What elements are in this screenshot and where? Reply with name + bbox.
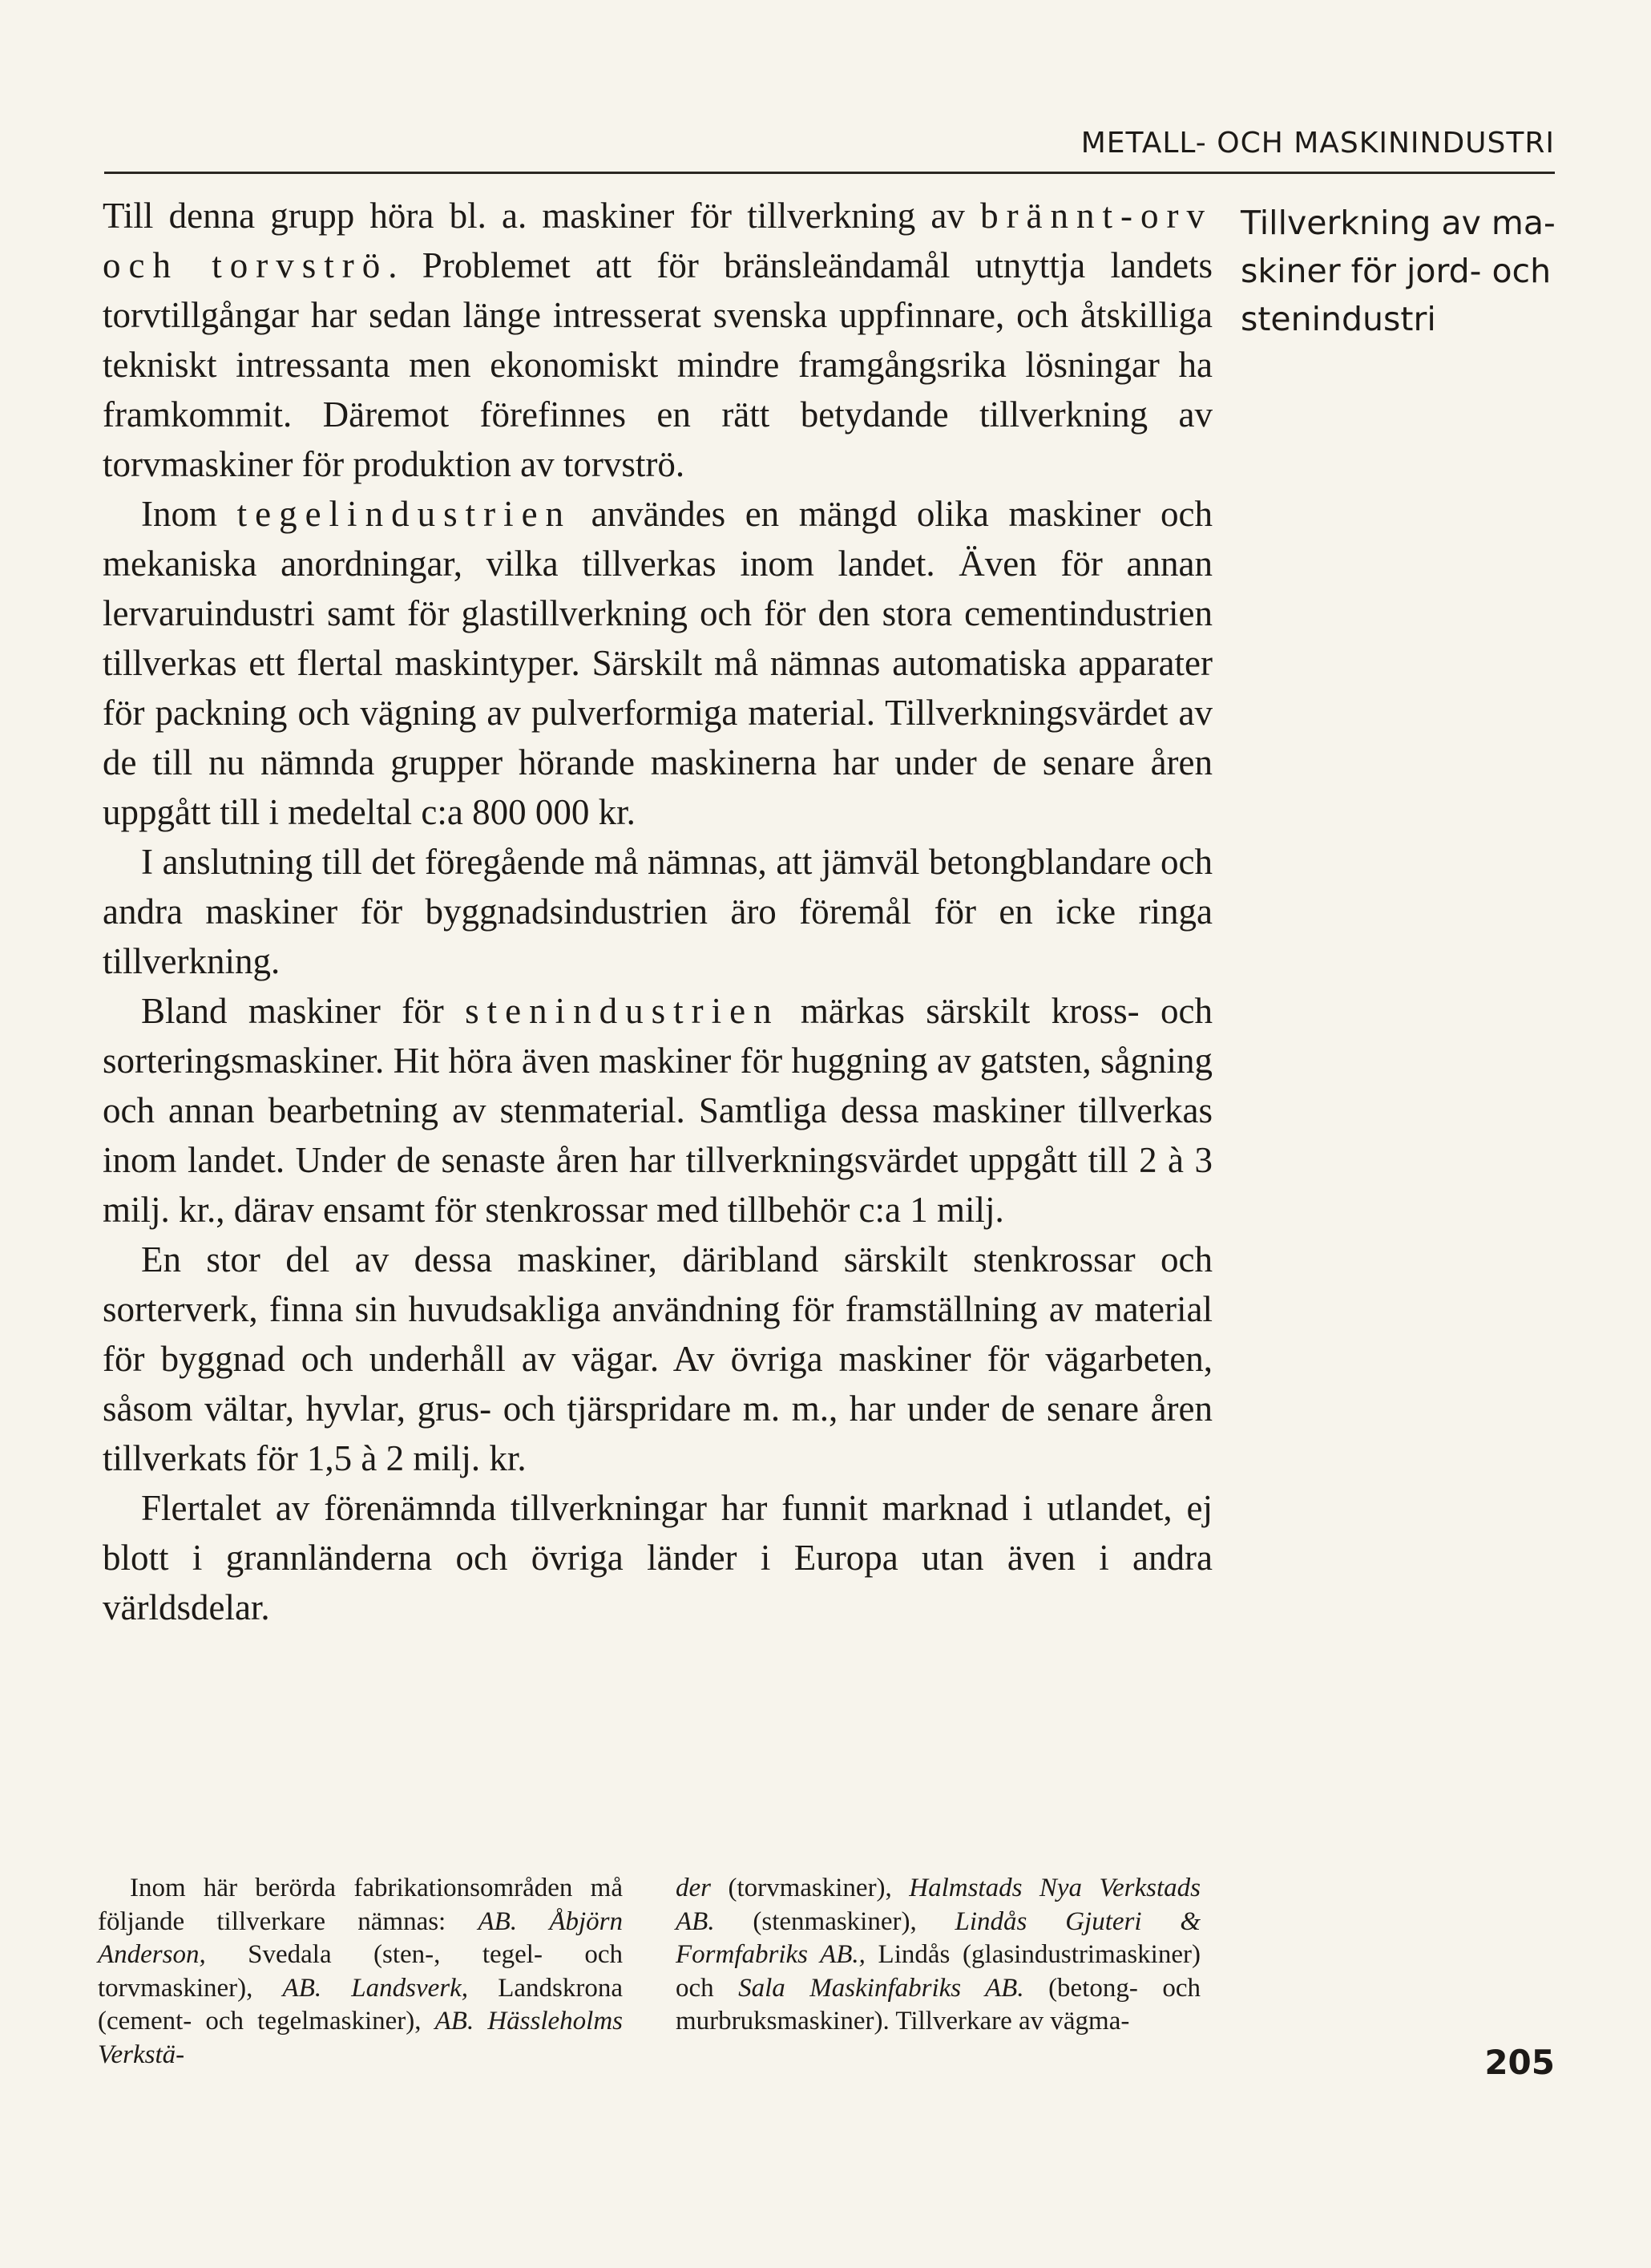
paragraph-1: Till denna grupp höra bl. a. maskiner för tillverkning av brännt-orv och torvströ. Problemet att för bränsleändamål utnyttja landets torvtillgångar har sedan länge intresserat svenska uppfinnare, och åtskilliga tekniskt intressanta men ekonomiskt mindre framgångsrika lösningar ha framkommit. Däremot förefinnes en rätt betydande tillverkning av torvmaskiner för produktion av torvströ. xyxy=(103,196,1213,484)
paragraph-6: Flertalet av förenämnda tillverkningar har funnit marknad i utlandet, ej blott i grannländerna och övriga länder i Europa utan även i andra världsdelar. xyxy=(103,1488,1213,1627)
main-text xyxy=(103,191,1213,1632)
page-number: 205 xyxy=(1484,2043,1555,2082)
footnote-right-column: der (torvmaskiner), Halmstads Nya Verkstads AB. (stenmaskiner), Lindås Gjuteri & Formfabriks AB., Lindås (glasindustrimaskiner) och Sala Maskinfabriks AB. (betong- och murbruksmaskiner). Tillverkare av vägma- xyxy=(676,1874,1201,2036)
header-rule xyxy=(104,172,1555,174)
running-header: METALL- OCH MASKININDUSTRI xyxy=(1080,127,1555,160)
paragraph-4: Bland maskiner för stenindustrien märkas särskilt kross- och sorteringsmaskiner. Hit höra även maskiner för huggning av gatsten, sågning och annan bearbetning av stenmaterial. Samtliga dessa maskiner tillverkas inom landet. Under de senaste åren har tillverkningsvärdet uppgått till 2 à 3 milj. kr., därav ensamt för stenkrossar med tillbehör c:a 1 milj. xyxy=(103,991,1213,1230)
paragraph-3: I anslutning till det föregående må nämnas, att jämväl betongblandare och andra maskiner för byggnadsindustrien äro föremål för en icke ringa tillverkning. xyxy=(103,842,1213,981)
spaced-term: tegelindustrien xyxy=(236,494,572,534)
margin-note: Tillverkning av ma-skiner för jord- och stenindustri xyxy=(1241,204,1556,338)
spaced-term: stenindustrien xyxy=(465,991,780,1031)
paragraph-2: Inom tegelindustrien användes en mängd olika maskiner och mekaniska anordningar, vilka tillverkas inom landet. Även för annan lervaruindustri samt för glastillverkning och för den stora cementindustrien tillverkas ett flertal maskintyper. Särskilt må nämnas automatiska apparater för packning och vägning av pulverformiga material. Tillverkningsvärdet av de till nu nämnda grupper hörande maskinerna har under de senare åren uppgått till i medeltal c:a 800 000 kr. xyxy=(103,494,1213,832)
paragraph-5: En stor del av dessa maskiner, däribland särskilt stenkrossar och sorterverk, finna sin huvudsakliga användning för framställning av material för byggnad och underhåll av vägar. Av övriga maskiner för vägarbeten, såsom vältar, hyvlar, grus- och tjärspridare m. m., har under de senare åren tillverkats för 1,5 à 2 milj. kr. xyxy=(103,1239,1213,1478)
footnote-left-column: Inom här berörda fabrikationsområden må följande tillverkare nämnas: AB. Åbjörn Anderson, Svedala (sten-, tegel- och torvmaskiner), AB. Landsverk, Landskrona (cement- och tegelmaskiner), AB. Hässleholms Verkstä- xyxy=(98,1874,624,2069)
spaced-term: brännt-orv och torvströ xyxy=(103,196,1213,285)
